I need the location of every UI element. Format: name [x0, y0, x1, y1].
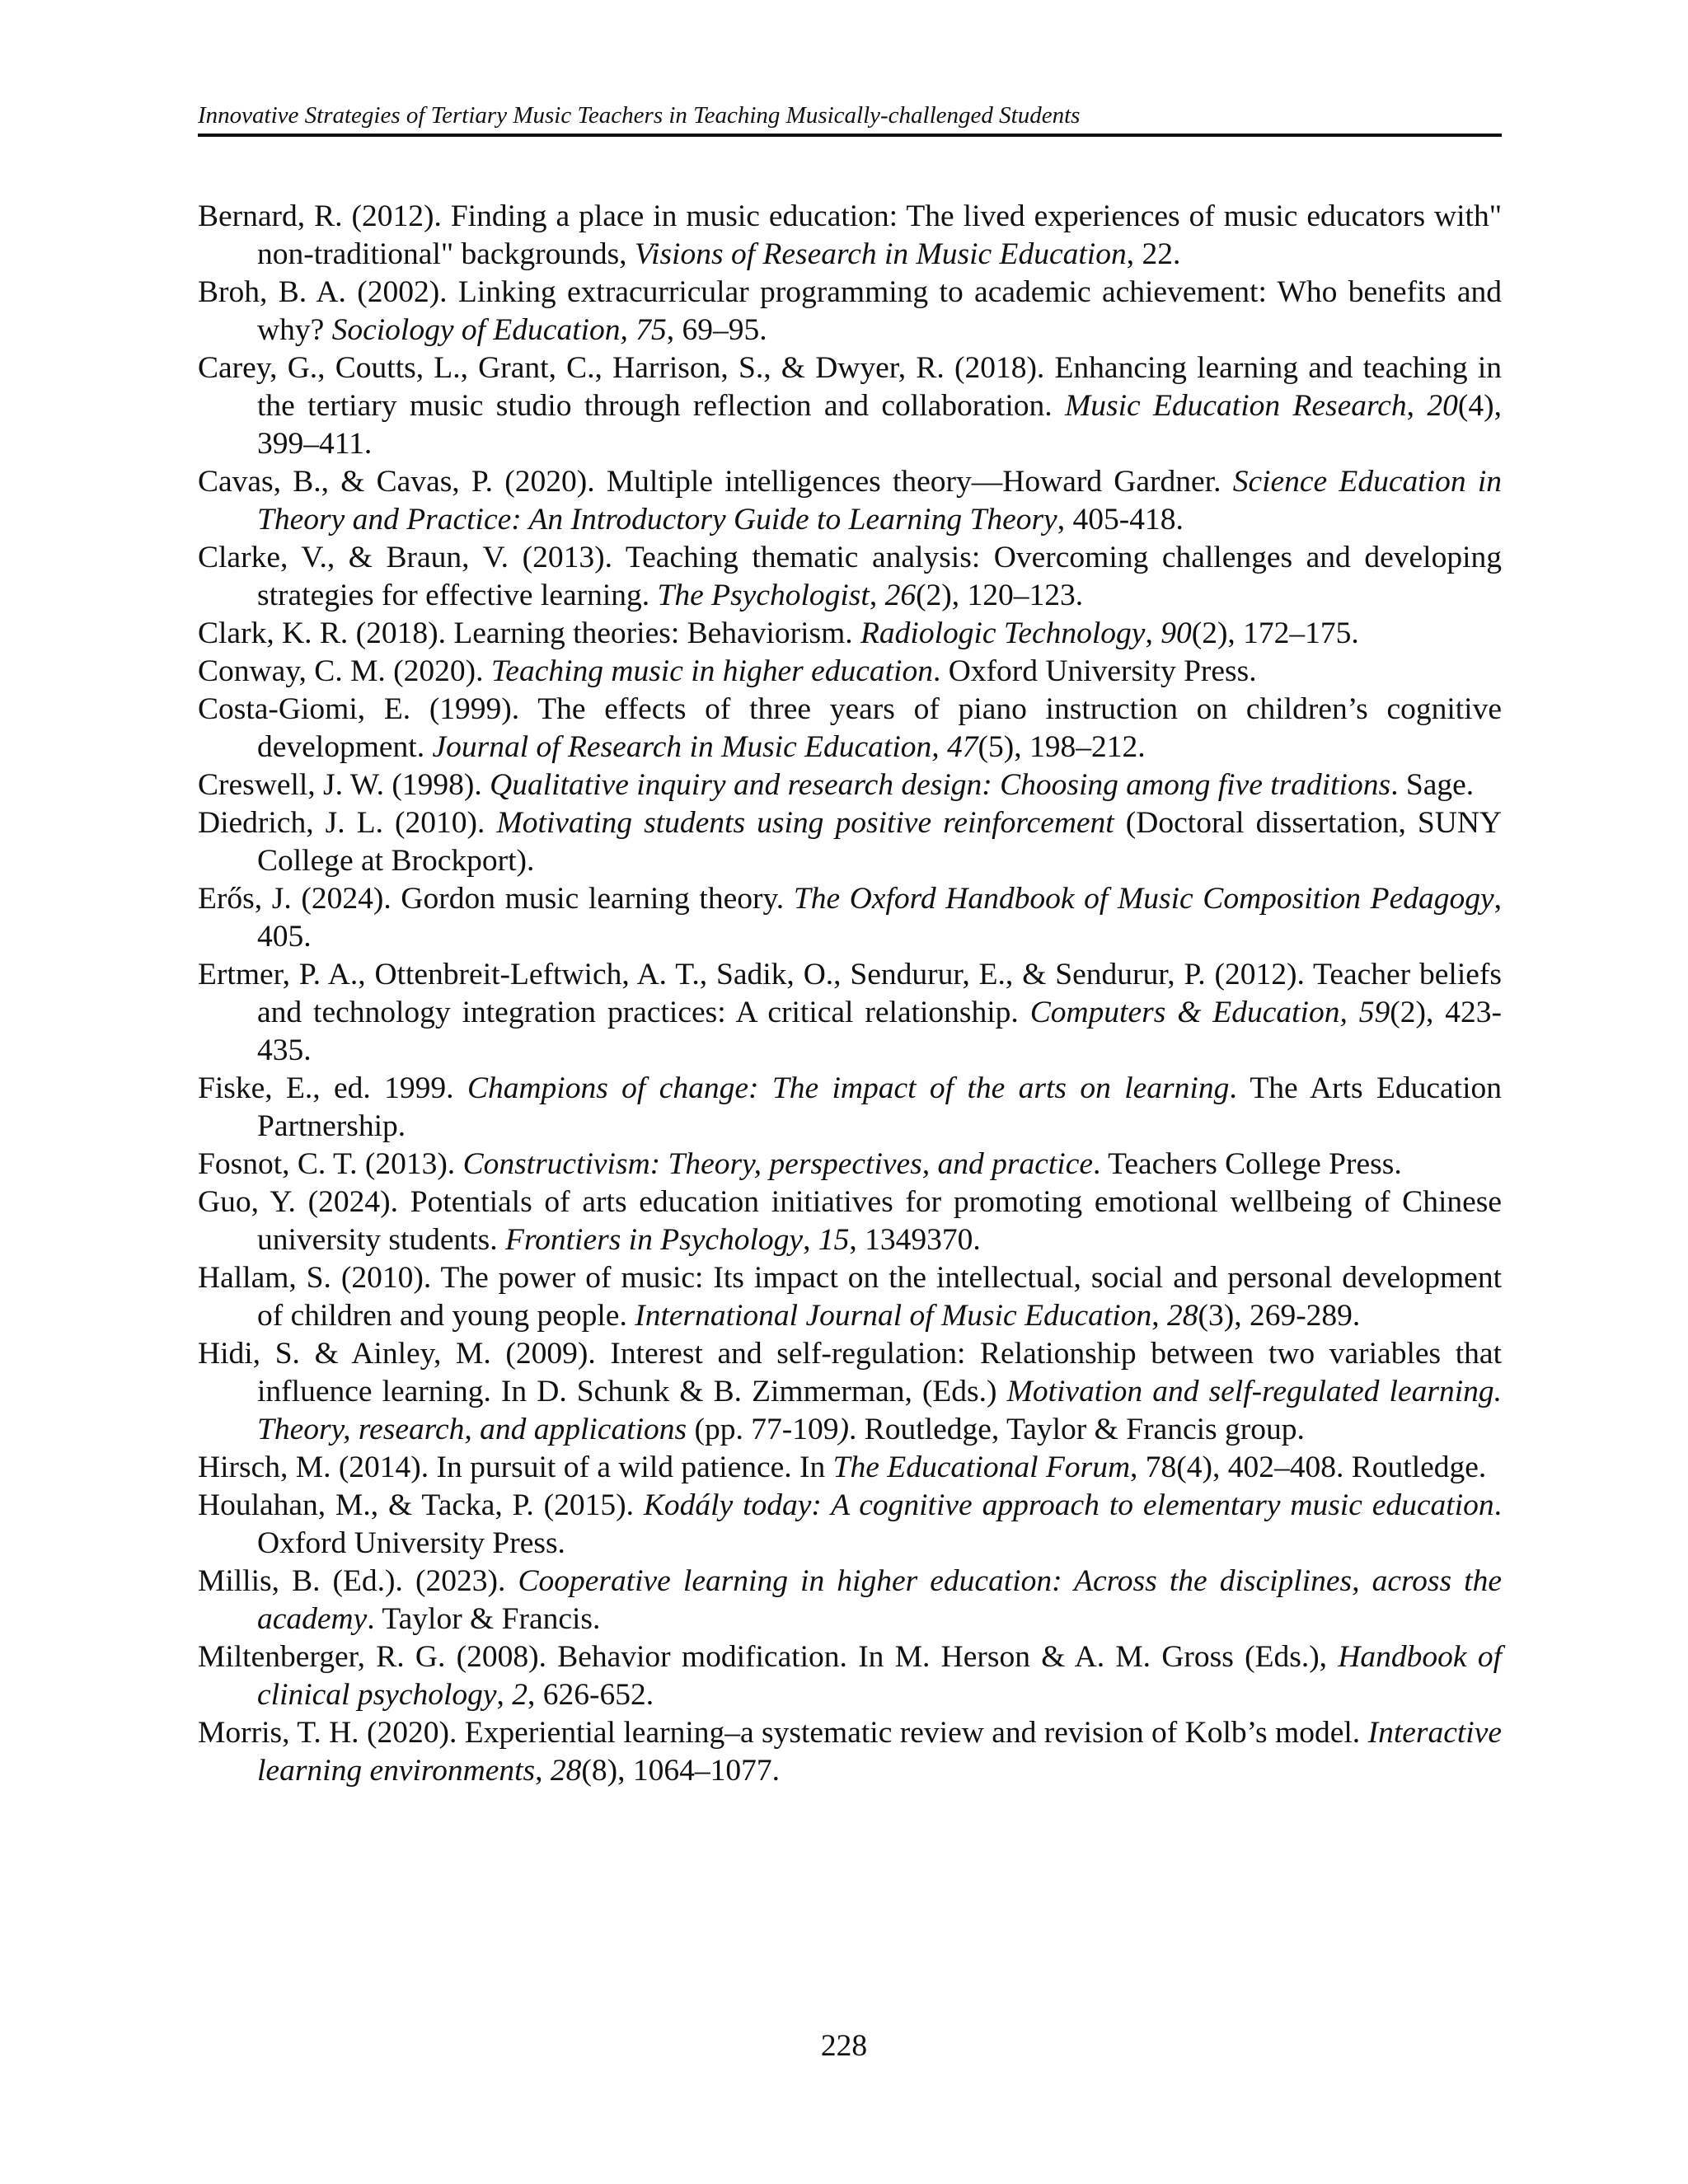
- reference-entry: [198, 198, 1502, 274]
- reference-entry: [198, 274, 1502, 349]
- reference-text: . Taylor & Francis.: [367, 1602, 601, 1636]
- reference-italic-text: Journal of Research in Music Education, 47: [432, 730, 978, 764]
- reference-entry: [198, 766, 1502, 804]
- reference-text: Cavas, B., & Cavas, P. (2020). Multiple intelligences theory—Howard Gardner.: [198, 465, 1233, 499]
- reference-italic-text: ): [838, 1413, 849, 1446]
- reference-entry: [198, 691, 1502, 766]
- reference-text: Morris, T. H. (2020). Experiential learning–a systematic review and revision of Kolb’s model.: [198, 1716, 1368, 1750]
- reference-text: , 22.: [1126, 237, 1181, 271]
- reference-text: . Oxford University Press.: [257, 1488, 1502, 1560]
- reference-italic-text: Kodály today: A cognitive approach to elementary music education: [643, 1488, 1494, 1522]
- reference-text: Carey, G., Coutts, L., Grant, C., Harrison, S., & Dwyer, R. (2018). Enhancing learning and teaching in the tertiary music studio through reflection and collaboration.: [198, 351, 1502, 423]
- reference-text: ,: [1145, 616, 1161, 650]
- reference-text: . Sage.: [1390, 768, 1475, 802]
- reference-text: . Oxford University Press.: [932, 654, 1257, 688]
- reference-text: (5), 198–212.: [978, 730, 1146, 764]
- reference-italic-text: Champions of change: The impact of the arts on learning: [467, 1071, 1230, 1105]
- reference-text: Fosnot, C. T. (2013).: [198, 1147, 463, 1181]
- reference-text: Erős, J. (2024). Gordon music learning theory.: [198, 882, 794, 916]
- reference-italic-text: 15: [818, 1223, 850, 1257]
- reference-italic-text: Computers & Education, 59: [1029, 996, 1390, 1029]
- reference-text: Costa-Giomi, E. (1999). The effects of three years of piano instruction on children’s cognitive development.: [198, 692, 1502, 764]
- reference-text: Conway, C. M. (2020).: [198, 654, 491, 688]
- reference-text: (Doctoral dissertation, SUNY College at Brockport).: [257, 806, 1503, 878]
- reference-text: . Teachers College Press.: [1093, 1147, 1402, 1181]
- reference-italic-text: Frontiers in Psychology: [505, 1223, 804, 1257]
- reference-italic-text: Handbook of clinical psychology: [257, 1640, 1502, 1712]
- reference-text: , 69–95.: [666, 313, 767, 347]
- reference-italic-text: 28: [550, 1754, 582, 1788]
- reference-text: (2), 120–123.: [916, 579, 1084, 612]
- reference-text: Ertmer, P. A., Ottenbreit-Leftwich, A. T., Sadik, O., Sendurur, E., & Sendurur, P. (2012). Teacher beliefs and technology integration practices: A critical relationship.: [198, 958, 1502, 1029]
- reference-text: , 405-418.: [1057, 503, 1184, 537]
- reference-entry: [198, 1563, 1502, 1638]
- reference-entry: [198, 804, 1502, 880]
- reference-text: (4), 399–411.: [257, 389, 1502, 461]
- reference-italic-text: Radiologic Technology: [860, 616, 1146, 650]
- reference-italic-text: Science Education in Theory and Practice: An Introductory Guide to Learning Theory: [257, 465, 1502, 537]
- reference-text: Houlahan, M., & Tacka, P. (2015).: [198, 1488, 644, 1522]
- reference-text: , 1349370.: [849, 1223, 981, 1257]
- reference-entry: [198, 1335, 1502, 1449]
- reference-entry: [198, 1146, 1502, 1183]
- reference-text: (2), 423-435.: [257, 996, 1502, 1067]
- reference-text: ,: [535, 1754, 551, 1788]
- reference-text: Clark, K. R. (2018). Learning theories: Behaviorism.: [198, 616, 860, 650]
- reference-text: . The Arts Education Partnership.: [257, 1071, 1502, 1143]
- reference-entry: [198, 880, 1502, 956]
- reference-text: ,: [1406, 389, 1428, 423]
- reference-italic-text: Sociology of Education, 75: [331, 313, 667, 347]
- reference-text: , 78(4), 402–408. Routledge.: [1130, 1451, 1487, 1484]
- reference-entry: [198, 1638, 1502, 1714]
- reference-text: Hallam, S. (2010). The power of music: Its impact on the intellectual, social and personal development of children and young people.: [198, 1261, 1502, 1333]
- reference-text: ,: [803, 1223, 818, 1257]
- reference-italic-text: Motivating students using positive reinforcement: [496, 806, 1114, 840]
- reference-entry: [198, 349, 1502, 463]
- reference-italic-text: Interactive learning environments: [257, 1716, 1502, 1788]
- reference-italic-text: Visions of Research in Music Education: [634, 237, 1127, 271]
- reference-entry: [198, 1714, 1502, 1790]
- reference-text: (pp. 77-109: [687, 1413, 839, 1446]
- reference-italic-text: Motivation and self-regulated learning. Theory, research, and applications: [257, 1375, 1502, 1446]
- reference-entry: [198, 653, 1502, 691]
- reference-text: Guo, Y. (2024). Potentials of arts education initiatives for promoting emotional wellbeing of Chinese university students.: [198, 1185, 1502, 1257]
- reference-entry: [198, 1183, 1502, 1259]
- reference-entry: [198, 463, 1502, 539]
- reference-entry: [198, 956, 1502, 1070]
- reference-text: Bernard, R. (2012). Finding a place in music education: The lived experiences of music educators with" non-traditional" backgrounds,: [198, 199, 1502, 271]
- reference-text: Millis, B. (Ed.). (2023).: [198, 1564, 518, 1598]
- header-rule: [198, 134, 1502, 137]
- reference-text: Hidi, S. & Ainley, M. (2009). Interest and self-regulation: Relationship between two variables that influence learning. In D. Schunk & B. Zimmerman, (Eds.): [198, 1337, 1502, 1408]
- reference-italic-text: Teaching music in higher education: [490, 654, 933, 688]
- reference-entry: [198, 1487, 1502, 1563]
- reference-text: Fiske, E., ed. 1999.: [198, 1071, 467, 1105]
- reference-italic-text: 90: [1160, 616, 1192, 650]
- reference-entry: [198, 539, 1502, 615]
- reference-italic-text: Constructivism: Theory, perspectives, and practice: [462, 1147, 1094, 1181]
- reference-italic-text: The Educational Forum: [832, 1451, 1131, 1484]
- reference-italic-text: 26: [884, 579, 917, 612]
- reference-entry: [198, 615, 1502, 653]
- reference-text: Diedrich, J. L. (2010).: [198, 806, 497, 840]
- reference-italic-text: 20: [1427, 389, 1458, 423]
- reference-entry: [198, 1259, 1502, 1335]
- reference-text: Clarke, V., & Braun, V. (2013). Teaching thematic analysis: Overcoming challenges and developing strategies for effective learning.: [198, 541, 1502, 612]
- reference-italic-text: The Psychologist: [657, 579, 870, 612]
- reference-italic-text: International Journal of Music Education: [635, 1299, 1152, 1333]
- reference-entry: [198, 1449, 1502, 1487]
- reference-italic-text: 28: [1166, 1299, 1198, 1333]
- page-number: 228: [820, 2029, 868, 2063]
- reference-entry: [198, 1070, 1502, 1146]
- reference-italic-text: The Oxford Handbook of Music Composition Pedagogy: [793, 882, 1494, 916]
- reference-text: Hirsch, M. (2014). In pursuit of a wild patience. In: [198, 1451, 833, 1484]
- reference-italic-text: Cooperative learning in higher education: Across the disciplines, across the academy: [257, 1564, 1502, 1636]
- reference-text: ,: [496, 1678, 513, 1712]
- reference-italic-text: Qualitative inquiry and research design: Choosing among five traditions: [490, 768, 1391, 802]
- reference-text: (3), 269-289.: [1198, 1299, 1361, 1333]
- reference-text: ,: [1151, 1299, 1167, 1333]
- reference-text: ,: [869, 579, 885, 612]
- reference-text: . Routledge, Taylor & Francis group.: [849, 1413, 1305, 1446]
- reference-text: Creswell, J. W. (1998).: [198, 768, 490, 802]
- reference-text: Broh, B. A. (2002). Linking extracurricular programming to academic achievement: Who benefits and why?: [198, 275, 1502, 347]
- reference-text: , 405.: [257, 882, 1502, 954]
- reference-text: (8), 1064–1077.: [581, 1754, 780, 1788]
- reference-italic-text: Music Education Research: [1064, 389, 1407, 423]
- reference-list: [198, 198, 1502, 1790]
- reference-text: , 626-652.: [528, 1678, 654, 1712]
- reference-text: (2), 172–175.: [1191, 616, 1359, 650]
- reference-text: Miltenberger, R. G. (2008). Behavior modification. In M. Herson & A. M. Gross (Eds.),: [198, 1640, 1339, 1674]
- reference-italic-text: 2: [512, 1678, 528, 1712]
- running-head: Innovative Strategies of Tertiary Music Teachers in Teaching Musically-challenged Students: [198, 102, 1081, 129]
